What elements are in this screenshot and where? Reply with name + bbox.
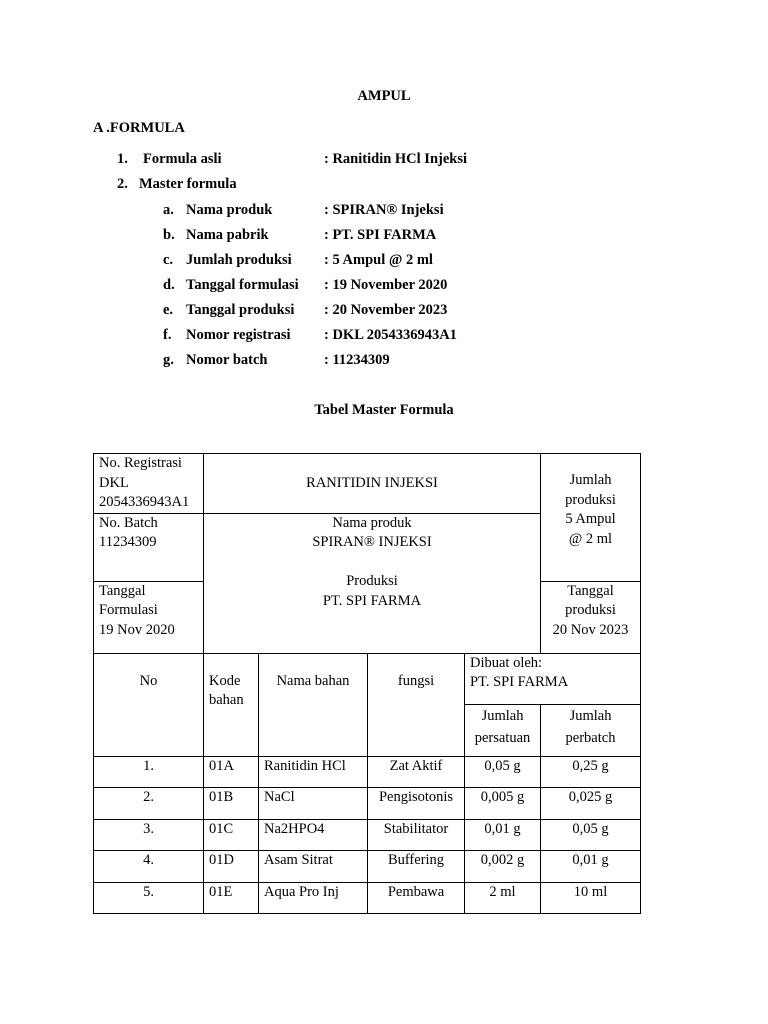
tanggal-formulasi-line: Tanggal	[99, 582, 146, 599]
header-nama-bahan: Nama bahan	[259, 653, 368, 756]
item-label: Master formula	[139, 176, 237, 192]
item-letter: c.	[163, 252, 174, 268]
row-kode: 01B	[204, 788, 259, 820]
registrasi-label: No. Registrasi	[99, 455, 182, 471]
jumlah-line: 5 Ampul	[565, 511, 616, 527]
row-no: 5.	[94, 882, 204, 914]
dibuat-line: Dibuat oleh:	[470, 654, 543, 671]
item-value: : 19 November 2020	[324, 277, 448, 293]
row-fungsi: Pengisotonis	[368, 788, 465, 820]
item-value: : 11234309	[324, 352, 390, 368]
tanggal-produksi-line: 20 Nov 2023	[552, 621, 629, 638]
row-jumlah-persatuan: 0,005 g	[465, 788, 541, 820]
row-no: 2.	[94, 788, 204, 820]
item-number: 1.	[117, 151, 128, 167]
row-jumlah-persatuan: 0,002 g	[465, 851, 541, 883]
jumlah-line: Jumlah	[569, 472, 612, 488]
item-label: Nomor registrasi	[186, 327, 291, 343]
item-label: Jumlah produksi	[186, 252, 292, 268]
product-title-cell: RANITIDIN INJEKSI	[204, 454, 541, 514]
tanggal-formulasi-line: Formulasi	[99, 602, 158, 618]
row-jumlah-perbatch: 0,25 g	[541, 756, 641, 788]
row-jumlah-persatuan: 0,01 g	[465, 819, 541, 851]
dibuat-line: PT. SPI FARMA	[470, 674, 569, 690]
row-jumlah-persatuan: 0,05 g	[465, 756, 541, 788]
nama-produk-label: Nama produk	[332, 514, 412, 531]
item-letter: f.	[163, 327, 172, 343]
batch-label: No. Batch	[99, 514, 158, 531]
table-row	[94, 756, 641, 788]
row-fungsi: Buffering	[368, 851, 465, 883]
row-fungsi: Stabilitator	[368, 819, 465, 851]
item-label: Formula asli	[143, 151, 222, 167]
item-letter: e.	[163, 302, 174, 318]
row-nama-bahan: Na2HPO4	[259, 819, 368, 851]
item-label: Tanggal produksi	[186, 302, 295, 318]
row-kode: 01E	[204, 882, 259, 914]
row-jumlah-perbatch: 0,01 g	[541, 851, 641, 883]
tanggal-formulasi-cell	[94, 581, 204, 653]
item-value: : SPIRAN® Injeksi	[324, 202, 444, 218]
section-heading: A .FORMULA	[93, 120, 185, 136]
document-title: AMPUL	[357, 88, 411, 104]
header-jumlah-perbatch	[541, 704, 641, 756]
tanggal-formulasi-line: 19 Nov 2020	[99, 621, 175, 638]
row-nama-bahan: NaCl	[259, 788, 368, 820]
header-line: Jumlah	[569, 707, 612, 724]
row-kode: 01A	[204, 756, 259, 788]
row-no: 4.	[94, 851, 204, 883]
header-kode-bahan	[204, 653, 259, 756]
jumlah-line: produksi	[565, 491, 616, 508]
jumlah-line: @ 2 ml	[568, 530, 613, 547]
tanggal-produksi-cell	[541, 581, 641, 653]
table-caption: Tabel Master Formula	[314, 402, 454, 418]
header-dibuat-oleh	[465, 653, 641, 704]
produksi-label: Produksi	[346, 573, 398, 589]
registrasi-prefix: DKL	[99, 474, 129, 491]
header-fungsi: fungsi	[368, 653, 465, 756]
tanggal-produksi-line: produksi	[565, 602, 616, 618]
row-jumlah-persatuan: 2 ml	[465, 882, 541, 914]
item-letter: b.	[163, 227, 175, 243]
item-value: : 5 Ampul @ 2 ml	[324, 252, 433, 268]
row-jumlah-perbatch: 10 ml	[541, 882, 641, 914]
product-info-cell	[204, 513, 541, 653]
header-line: perbatch	[565, 729, 616, 746]
registrasi-cell	[94, 454, 204, 514]
row-jumlah-perbatch: 0,025 g	[541, 788, 641, 820]
item-label: Nama produk	[186, 202, 273, 218]
item-value: : DKL 2054336943A1	[324, 327, 457, 343]
row-fungsi: Zat Aktif	[368, 756, 465, 788]
row-fungsi: Pembawa	[368, 882, 465, 914]
row-no: 1.	[94, 756, 204, 788]
batch-cell	[94, 513, 204, 581]
item-label: Nama pabrik	[186, 227, 269, 243]
batch-number: 11234309	[99, 534, 157, 550]
row-no: 3.	[94, 819, 204, 851]
table-row	[94, 882, 641, 914]
row-kode: 01C	[204, 819, 259, 851]
produksi-value: PT. SPI FARMA	[322, 592, 422, 609]
row-jumlah-perbatch: 0,05 g	[541, 819, 641, 851]
row-nama-bahan: Aqua Pro Inj	[259, 882, 368, 914]
row-kode: 01D	[204, 851, 259, 883]
header-line: Jumlah	[481, 707, 524, 724]
item-label: Nomor batch	[186, 352, 268, 368]
jumlah-produksi-cell	[541, 454, 641, 582]
header-no: No	[94, 653, 204, 756]
table-row	[94, 788, 641, 820]
header-line: bahan	[209, 692, 244, 708]
row-nama-bahan: Ranitidin HCl	[259, 756, 368, 788]
item-value: : 20 November 2023	[324, 302, 448, 318]
item-letter: d.	[163, 277, 175, 293]
item-label: Tanggal formulasi	[186, 277, 299, 293]
header-jumlah-persatuan	[465, 704, 541, 756]
header-line: persatuan	[474, 729, 531, 746]
tanggal-produksi-line: Tanggal	[567, 582, 614, 599]
item-letter: g.	[163, 352, 174, 368]
header-line: Kode	[209, 672, 241, 689]
row-nama-bahan: Asam Sitrat	[259, 851, 368, 883]
registrasi-number: 2054336943A1	[99, 494, 190, 510]
master-formula-table	[93, 453, 641, 914]
table-row	[94, 851, 641, 883]
item-letter: a.	[163, 202, 174, 218]
nama-produk-value: SPIRAN® INJEKSI	[312, 534, 432, 550]
item-value: : PT. SPI FARMA	[324, 227, 437, 243]
item-value: : Ranitidin HCl Injeksi	[324, 151, 468, 167]
table-row	[94, 819, 641, 851]
item-number: 2.	[117, 176, 128, 192]
